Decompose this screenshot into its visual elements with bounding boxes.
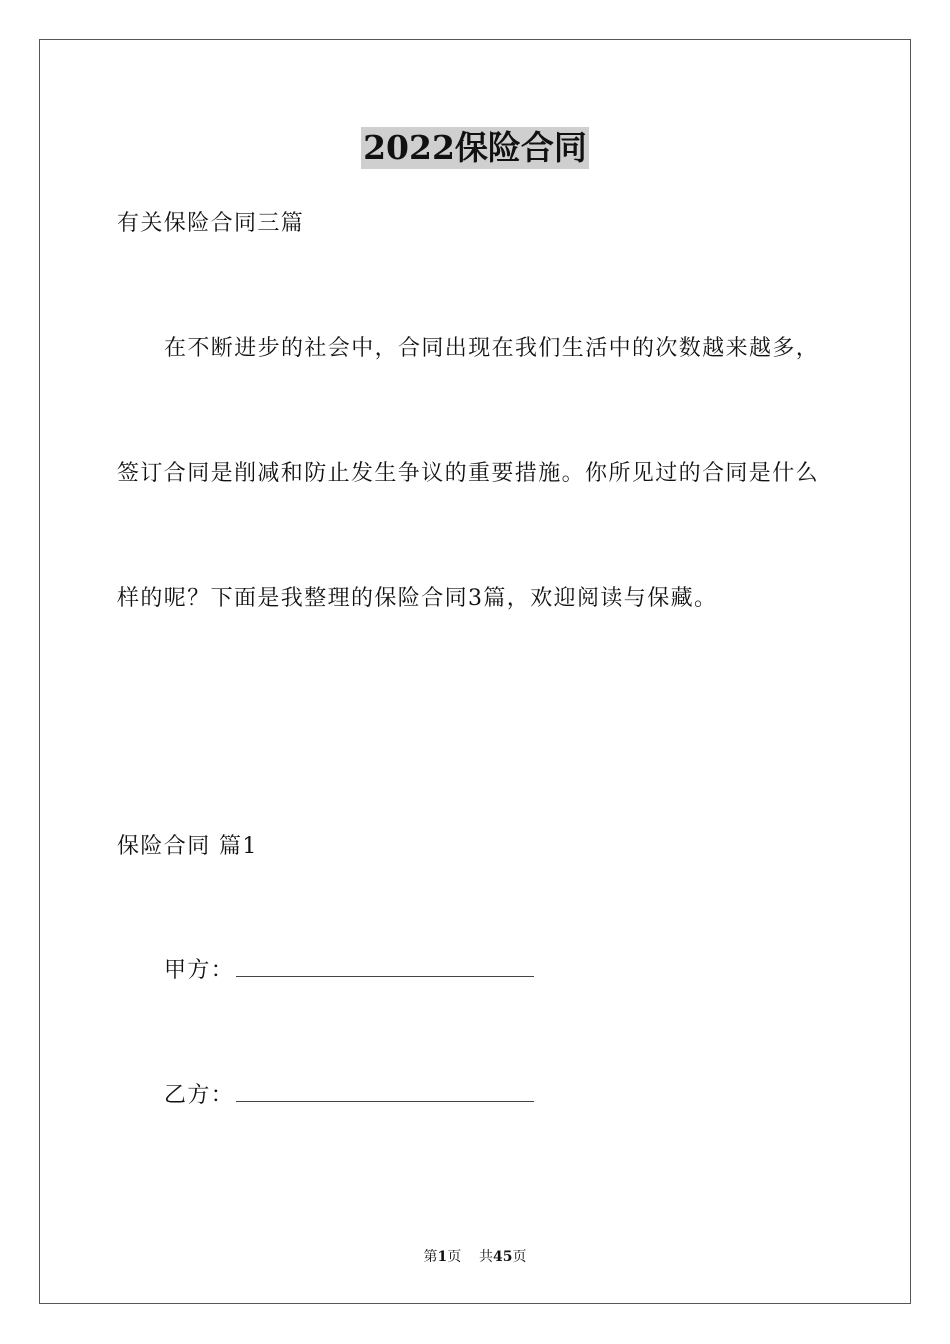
party-a-blank-field xyxy=(236,956,534,977)
footer-total-prefix: 共 xyxy=(479,1249,494,1265)
footer-page-prefix: 第 xyxy=(423,1249,438,1265)
party-a-row xyxy=(164,956,534,986)
footer-total-suffix: 页 xyxy=(512,1249,527,1265)
party-b-blank-field xyxy=(236,1081,534,1102)
party-b-label: 乙方： xyxy=(164,1083,235,1108)
intro-line-3: 样的呢？下面是我整理的保险合同3篇，欢迎阅读与保藏。 xyxy=(117,586,718,611)
party-b-row xyxy=(164,1081,534,1111)
footer-page-suffix: 页 xyxy=(447,1249,462,1265)
page-footer xyxy=(0,1248,950,1266)
intro-line-2: 签订合同是削减和防止发生争议的重要措施。你所见过的合同是什么 xyxy=(117,461,820,486)
intro-line-1: 在不断进步的社会中，合同出现在我们生活中的次数越来越多， xyxy=(164,336,820,361)
section-heading: 保险合同 篇1 xyxy=(117,834,258,859)
footer-total-pages: 45 xyxy=(493,1249,513,1265)
party-a-label: 甲方： xyxy=(164,958,235,983)
footer-page-number: 1 xyxy=(437,1249,448,1265)
title-container xyxy=(0,127,950,169)
document-title: 2022保险合同 xyxy=(363,128,587,167)
document-subtitle: 有关保险合同三篇 xyxy=(117,211,305,236)
